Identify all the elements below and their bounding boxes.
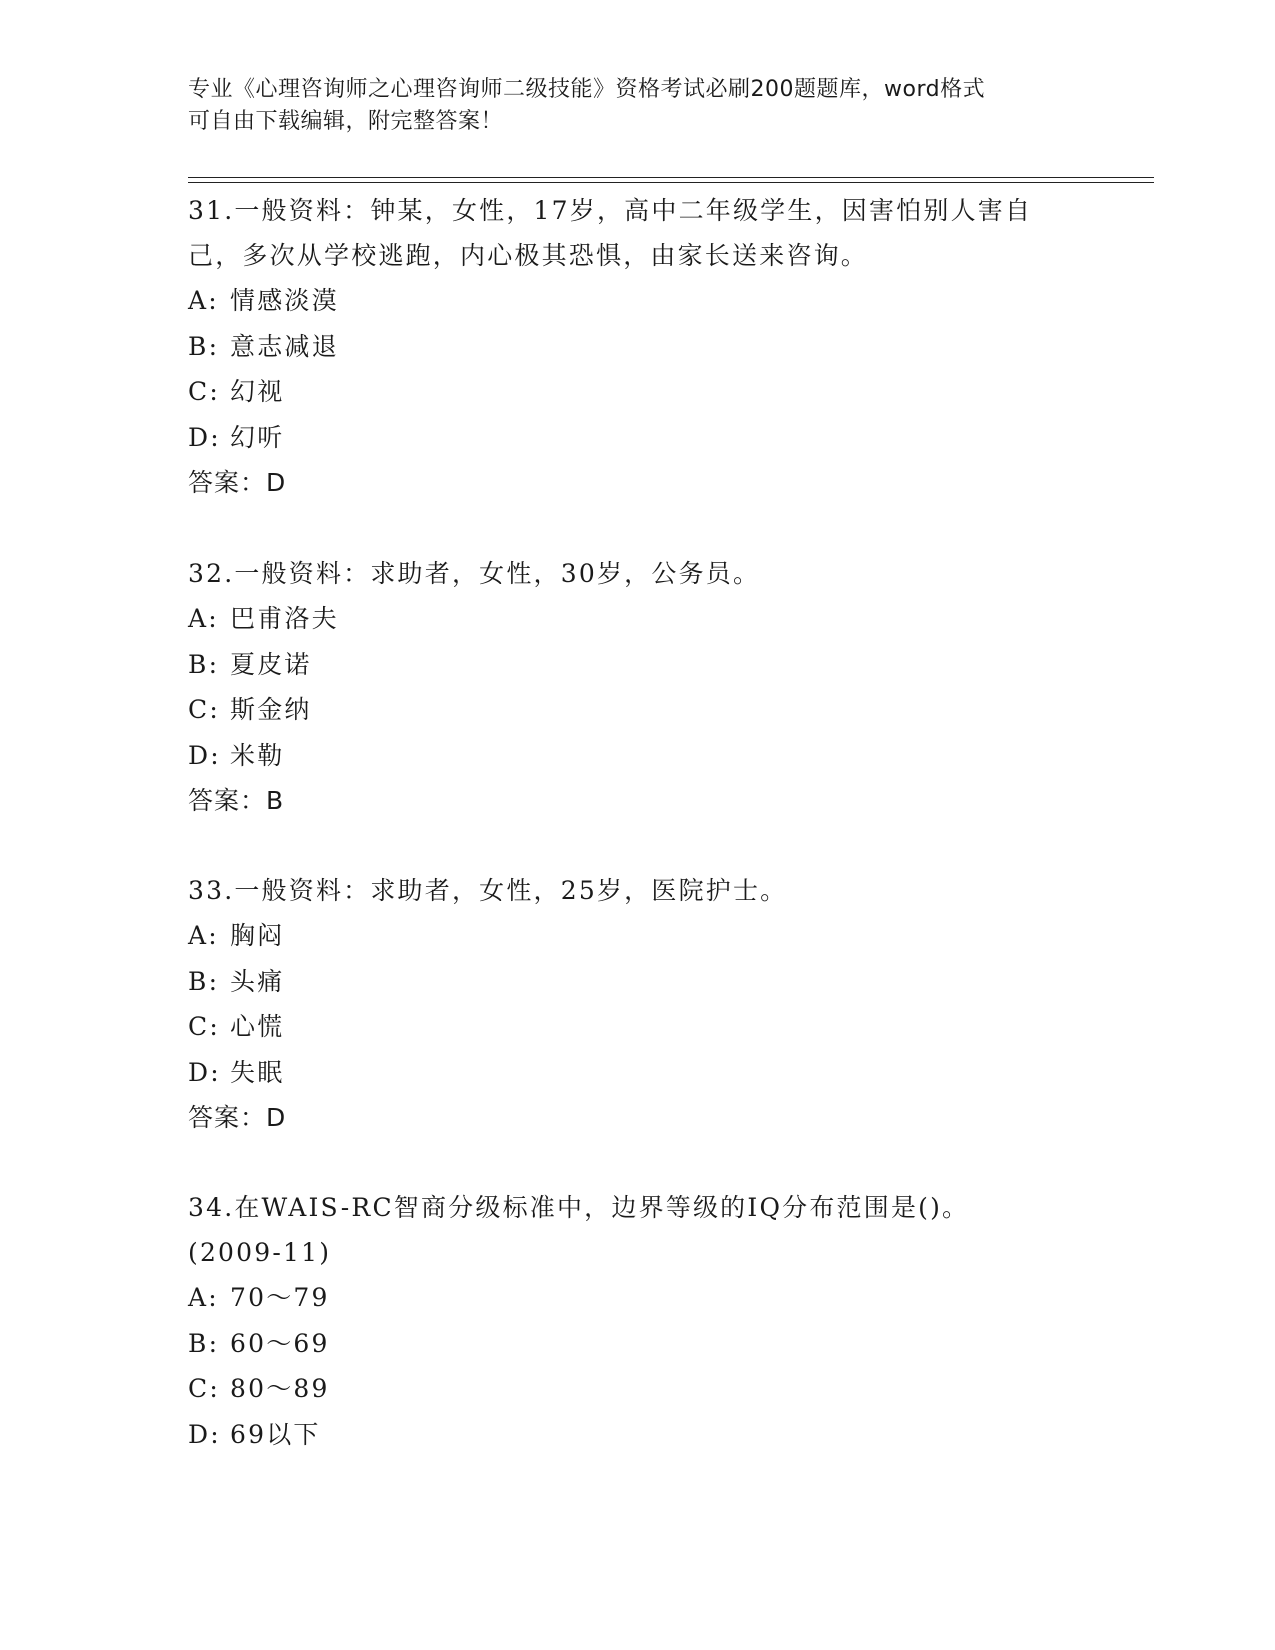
question-stem-line: 33.一般资料：求助者，女性，25岁，医院护士。 bbox=[188, 876, 788, 905]
option-b bbox=[188, 642, 1088, 688]
option-a bbox=[188, 913, 1088, 959]
option-b bbox=[188, 959, 1088, 1005]
answer-line: 答案：B bbox=[188, 786, 285, 815]
option-text: 米勒 bbox=[230, 740, 285, 770]
option-letter: B: bbox=[188, 331, 220, 361]
option-text: 情感淡漠 bbox=[230, 286, 339, 315]
option-text: 幻视 bbox=[230, 377, 285, 406]
question-34 bbox=[188, 1185, 1088, 1457]
option-letter: A: bbox=[188, 921, 219, 950]
option-letter: D: bbox=[188, 740, 221, 770]
option-text: 70～79 bbox=[230, 1283, 330, 1312]
option-text: 头痛 bbox=[230, 966, 285, 996]
option-text: 60～69 bbox=[230, 1328, 330, 1358]
option-text: 巴甫洛夫 bbox=[230, 604, 339, 633]
option-text: 斯金纳 bbox=[230, 695, 312, 724]
option-letter: A: bbox=[188, 286, 219, 315]
option-c bbox=[188, 687, 1088, 733]
option-letter: C: bbox=[188, 377, 220, 406]
option-letter: C: bbox=[188, 695, 220, 724]
option-text: 心慌 bbox=[230, 1012, 285, 1041]
option-text: 失眠 bbox=[230, 1057, 285, 1087]
option-d bbox=[188, 415, 1088, 461]
option-a bbox=[188, 596, 1088, 642]
question-stem-line: 34.在WAIS-RC智商分级标准中，边界等级的IQ分布范围是()。 bbox=[188, 1193, 970, 1222]
answer-line: 答案：D bbox=[188, 468, 287, 497]
option-b bbox=[188, 324, 1088, 370]
question-33 bbox=[188, 868, 1088, 1140]
question-31 bbox=[188, 188, 1088, 505]
option-d bbox=[188, 1050, 1088, 1096]
option-b bbox=[188, 1321, 1088, 1367]
option-text: 胸闷 bbox=[230, 921, 285, 950]
option-c bbox=[188, 369, 1088, 415]
option-c bbox=[188, 1366, 1088, 1412]
option-letter: D: bbox=[188, 1419, 221, 1449]
option-letter: B: bbox=[188, 649, 220, 679]
option-letter: A: bbox=[188, 604, 219, 633]
question-stem-line: 己，多次从学校逃跑，内心极其恐惧，由家长送来咨询。 bbox=[188, 241, 869, 270]
header-line-1: 专业《心理咨询师之心理咨询师二级技能》资格考试必刷200题题库，word格式 bbox=[188, 77, 986, 102]
option-d bbox=[188, 1412, 1088, 1458]
question-32 bbox=[188, 551, 1088, 823]
option-letter: C: bbox=[188, 1374, 220, 1403]
header-divider-top bbox=[188, 177, 1154, 178]
question-stem-line: (2009-11) bbox=[188, 1238, 332, 1267]
option-text: 夏皮诺 bbox=[230, 649, 312, 679]
option-letter: A: bbox=[188, 1283, 219, 1312]
option-letter: B: bbox=[188, 966, 220, 996]
header-line-2: 可自由下载编辑，附完整答案！ bbox=[188, 109, 504, 134]
option-a bbox=[188, 278, 1088, 324]
header-divider-bottom bbox=[188, 182, 1154, 183]
option-d bbox=[188, 733, 1088, 779]
option-letter: C: bbox=[188, 1012, 220, 1041]
option-letter: B: bbox=[188, 1328, 220, 1358]
option-a bbox=[188, 1275, 1088, 1321]
question-stem-line: 32.一般资料：求助者，女性，30岁，公务员。 bbox=[188, 559, 761, 588]
document-header bbox=[188, 74, 1088, 138]
option-text: 意志减退 bbox=[230, 331, 339, 361]
option-text: 80～89 bbox=[230, 1374, 330, 1403]
option-letter: D: bbox=[188, 1057, 221, 1087]
answer-line: 答案：D bbox=[188, 1103, 287, 1132]
question-stem-line: 31.一般资料：钟某，女性，17岁，高中二年级学生，因害怕别人害自 bbox=[188, 196, 1033, 225]
option-letter: D: bbox=[188, 422, 221, 452]
option-text: 幻听 bbox=[230, 422, 285, 452]
option-c bbox=[188, 1004, 1088, 1050]
option-text: 69以下 bbox=[230, 1419, 321, 1449]
